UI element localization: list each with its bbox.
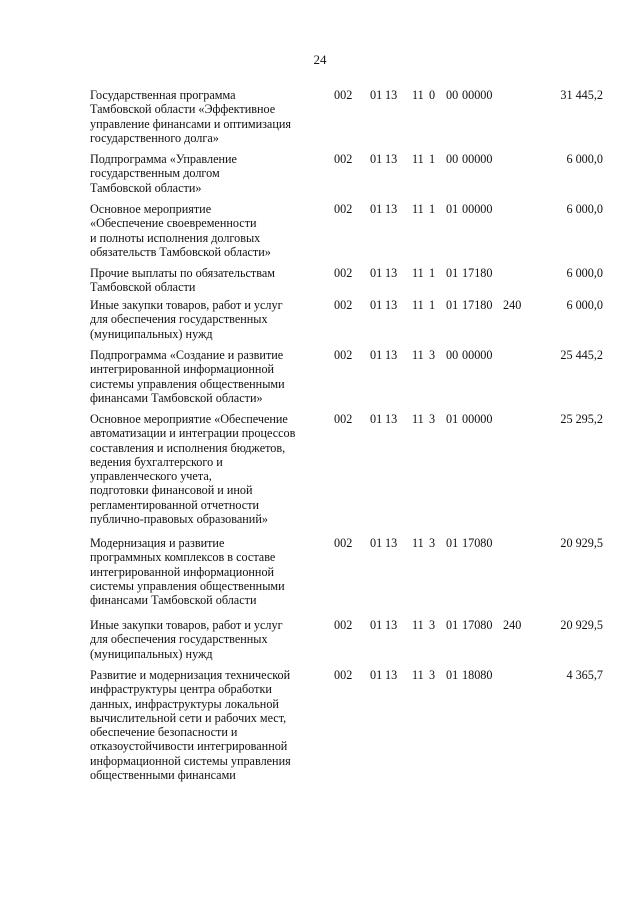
- page-number: 24: [313, 52, 327, 67]
- description-line: Прочие выплаты по обязательствам: [90, 266, 275, 280]
- amount: 25 445,2: [560, 348, 603, 362]
- description-line: управление финансами и оптимизация: [90, 116, 291, 131]
- description-line: программных комплексов в составе: [90, 550, 276, 565]
- description-line: отказоустойчивости интегрированной: [90, 739, 288, 754]
- row-description: [90, 152, 322, 195]
- target-code-part: 3: [429, 618, 436, 632]
- target-code-part: 17080: [462, 536, 493, 550]
- description-line: автоматизации и интеграции процессов: [90, 426, 296, 441]
- target-code-part: 1: [429, 152, 436, 166]
- target-code-part: 00000: [462, 88, 493, 102]
- description-line: Подпрограмма «Управление: [90, 152, 237, 166]
- target-code-part: 00000: [462, 202, 493, 216]
- amount: 6 000,0: [566, 298, 603, 312]
- amount: 6 000,0: [566, 202, 603, 216]
- amount: 6 000,0: [566, 266, 603, 280]
- target-code-part: 11: [412, 202, 424, 216]
- target-code-part: 00000: [462, 412, 493, 426]
- description-line: обеспечение безопасности и: [90, 725, 238, 740]
- description-line: Тамбовской области»: [90, 180, 202, 195]
- section-code: 01: [370, 88, 383, 102]
- target-code-part: 00000: [462, 348, 493, 362]
- subsection-code: 13: [385, 202, 398, 216]
- target-code-part: 11: [412, 412, 424, 426]
- description-line: финансами Тамбовской области: [90, 593, 257, 608]
- section-code: 01: [370, 412, 383, 426]
- target-code-part: 17180: [462, 266, 493, 280]
- admin-code: 002: [334, 202, 353, 216]
- subsection-code: 13: [385, 618, 398, 632]
- target-code-part: 00: [446, 152, 459, 166]
- description-line: Тамбовской области «Эффективное: [90, 102, 276, 117]
- row-description: [90, 536, 322, 607]
- subsection-code: 13: [385, 88, 398, 102]
- description-line: для обеспечения государственных: [90, 312, 268, 327]
- target-code-part: 01: [446, 668, 459, 682]
- subsection-code: 13: [385, 412, 398, 426]
- row-description: [90, 348, 322, 405]
- description-line: (муниципальных) нужд: [90, 326, 213, 341]
- description-line: ведения бухгалтерского и: [90, 454, 223, 469]
- description-line: регламентированной отчетности: [90, 497, 260, 512]
- admin-code: 002: [334, 152, 353, 166]
- section-code: 01: [370, 668, 383, 682]
- target-code-part: 3: [429, 412, 436, 426]
- target-code-part: 01: [446, 298, 459, 312]
- section-code: 01: [370, 298, 383, 312]
- description-line: интегрированной информационной: [90, 362, 275, 377]
- section-code: 01: [370, 266, 383, 280]
- target-code-part: 11: [412, 668, 424, 682]
- target-code-part: 11: [412, 266, 424, 280]
- amount: 6 000,0: [566, 152, 603, 166]
- row-description: [90, 266, 322, 295]
- target-code-part: 11: [412, 536, 424, 550]
- row-description: [90, 412, 322, 526]
- target-code-part: 01: [446, 266, 459, 280]
- target-code-part: 11: [412, 88, 424, 102]
- target-code-part: 01: [446, 202, 459, 216]
- description-line: финансами Тамбовской области»: [90, 390, 263, 405]
- description-line: и полноты исполнения долговых: [90, 230, 261, 245]
- admin-code: 002: [334, 88, 353, 102]
- description-line: государственным долгом: [90, 166, 220, 181]
- expense-type-code: 240: [503, 618, 522, 632]
- description-line: Государственная программа: [90, 88, 236, 102]
- description-line: «Обеспечение своевременности: [90, 216, 257, 231]
- description-line: государственного долга»: [90, 130, 219, 145]
- target-code-part: 1: [429, 202, 436, 216]
- admin-code: 002: [334, 412, 353, 426]
- admin-code: 002: [334, 298, 353, 312]
- target-code-part: 17180: [462, 298, 493, 312]
- section-code: 01: [370, 536, 383, 550]
- row-description: [90, 202, 322, 259]
- description-line: Основное мероприятие «Обеспечение: [90, 412, 288, 426]
- description-line: информационной системы управления: [90, 753, 291, 768]
- section-code: 01: [370, 618, 383, 632]
- target-code-part: 00000: [462, 152, 493, 166]
- subsection-code: 13: [385, 536, 398, 550]
- section-code: 01: [370, 202, 383, 216]
- description-line: вычислительной сети и рабочих мест,: [90, 710, 287, 725]
- target-code-part: 11: [412, 152, 424, 166]
- description-line: Развитие и модернизация технической: [90, 668, 291, 682]
- amount: 20 929,5: [560, 536, 603, 550]
- target-code-part: 01: [446, 536, 459, 550]
- description-line: (муниципальных) нужд: [90, 646, 213, 661]
- amount: 20 929,5: [560, 618, 603, 632]
- description-line: для обеспечения государственных: [90, 632, 268, 647]
- target-code-part: 01: [446, 618, 459, 632]
- description-line: подготовки финансовой и иной: [90, 483, 253, 498]
- description-line: системы управления общественными: [90, 376, 285, 391]
- description-line: общественными финансами: [90, 768, 236, 783]
- description-line: Модернизация и развитие: [90, 536, 225, 550]
- row-description: [90, 668, 322, 782]
- amount: 31 445,2: [560, 88, 603, 102]
- section-code: 01: [370, 348, 383, 362]
- admin-code: 002: [334, 348, 353, 362]
- target-code-part: 11: [412, 348, 424, 362]
- amount: 25 295,2: [560, 412, 603, 426]
- target-code-part: 0: [429, 88, 436, 102]
- row-description: [90, 88, 322, 145]
- description-line: Тамбовской области: [90, 280, 196, 295]
- target-code-part: 01: [446, 412, 459, 426]
- admin-code: 002: [334, 668, 353, 682]
- description-line: данных, инфраструктуры локальной: [90, 696, 279, 711]
- target-code-part: 3: [429, 536, 436, 550]
- description-line: Иные закупки товаров, работ и услуг: [90, 618, 283, 632]
- target-code-part: 3: [429, 668, 436, 682]
- target-code-part: 1: [429, 298, 436, 312]
- description-line: обязательств Тамбовской области»: [90, 244, 271, 259]
- row-description: [90, 618, 322, 661]
- admin-code: 002: [334, 266, 353, 280]
- admin-code: 002: [334, 536, 353, 550]
- description-line: составления и исполнения бюджетов,: [90, 440, 286, 455]
- subsection-code: 13: [385, 152, 398, 166]
- description-line: инфраструктуры центра обработки: [90, 682, 272, 697]
- target-code-part: 17080: [462, 618, 493, 632]
- description-line: системы управления общественными: [90, 578, 285, 593]
- admin-code: 002: [334, 618, 353, 632]
- description-line: публично-правовых образований»: [90, 512, 268, 527]
- subsection-code: 13: [385, 298, 398, 312]
- row-description: [90, 298, 322, 341]
- target-code-part: 00: [446, 88, 459, 102]
- description-line: интегрированной информационной: [90, 564, 275, 579]
- subsection-code: 13: [385, 668, 398, 682]
- expense-type-code: 240: [503, 298, 522, 312]
- description-line: Иные закупки товаров, работ и услуг: [90, 298, 283, 312]
- target-code-part: 18080: [462, 668, 493, 682]
- section-code: 01: [370, 152, 383, 166]
- target-code-part: 11: [412, 618, 424, 632]
- target-code-part: 3: [429, 348, 436, 362]
- target-code-part: 1: [429, 266, 436, 280]
- description-line: управленческого учета,: [90, 469, 212, 484]
- subsection-code: 13: [385, 266, 398, 280]
- subsection-code: 13: [385, 348, 398, 362]
- target-code-part: 00: [446, 348, 459, 362]
- target-code-part: 11: [412, 298, 424, 312]
- amount: 4 365,7: [566, 668, 603, 682]
- description-line: Подпрограмма «Создание и развитие: [90, 348, 284, 362]
- description-line: Основное мероприятие: [90, 202, 212, 216]
